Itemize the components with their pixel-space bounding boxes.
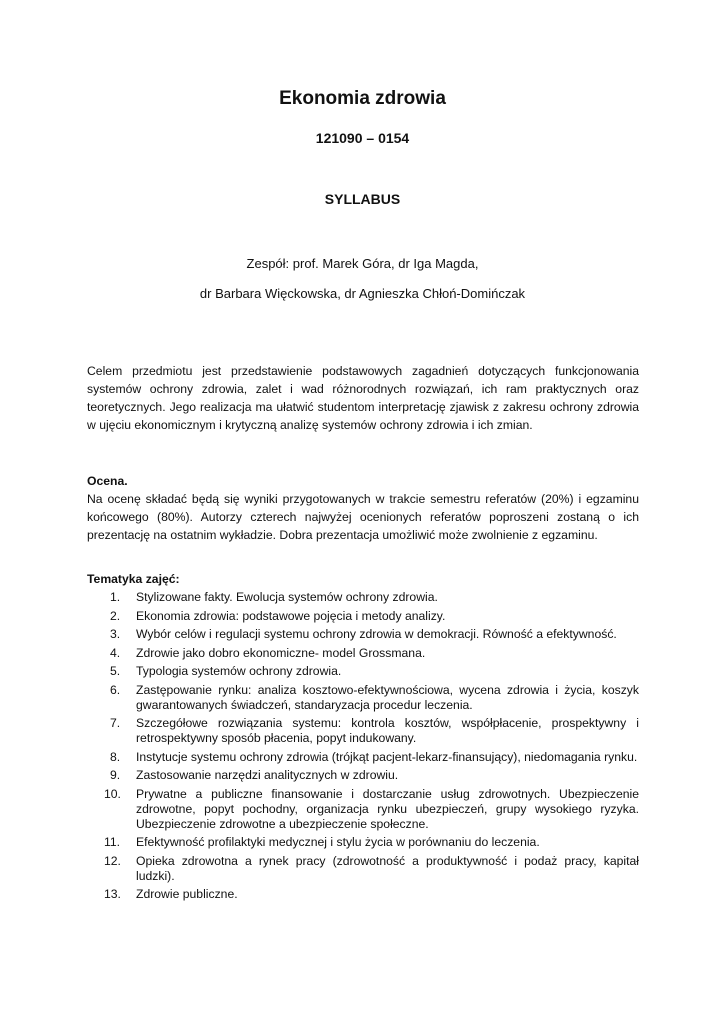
list-item — [87, 627, 639, 642]
course-code: 121090 – 0154 — [315, 130, 410, 146]
list-item — [87, 835, 639, 850]
team-line-2: dr Barbara Więckowska, dr Agnieszka Chłoń-Domińczak — [199, 286, 526, 301]
list-item-text: Instytucje systemu ochrony zdrowia (trójkąt pacjent-lekarz-finansujący), niedomagania rynku. — [136, 749, 638, 764]
list-item — [87, 787, 639, 832]
syllabus-heading: SYLLABUS — [324, 191, 401, 207]
list-item-number: 4. — [110, 645, 121, 660]
list-item-number: 7. — [110, 716, 121, 730]
topics-section — [87, 570, 639, 906]
list-item-text: Typologia systemów ochrony zdrowia. — [136, 664, 342, 678]
list-item — [87, 664, 639, 679]
assessment-section — [87, 472, 639, 544]
list-item-text: Efektywność profilaktyki medycznej i stylu życia w porównaniu do leczenia. — [136, 835, 540, 849]
list-item-text: Zdrowie publiczne. — [136, 887, 238, 901]
list-item-number: 13. — [104, 887, 121, 901]
list-item-number: 6. — [110, 682, 121, 697]
assessment-paragraph: Na ocenę składać będą się wyniki przygotowanych w trakcie semestru referatów (20%) i egzaminu końcowego (80%). Autorzy czterech najwyżej ocenionych referatów poproszeni zostaną o ich prezentację na ostatnim wykładzie. Dobra prezentacja umożliwić może zwolnienie z egzaminu. — [87, 492, 639, 542]
list-item-text: Ekonomia zdrowia: podstawowe pojęcia i metody analizy. — [136, 608, 446, 623]
assessment-heading: Ocena. — [87, 474, 128, 488]
list-item-text: Opieka zdrowotna a rynek pracy (zdrowotność a produktywność i podaż pracy, kapitał ludzki). — [136, 853, 639, 883]
list-item — [87, 683, 639, 713]
list-item-text: Stylizowane fakty. Ewolucja systemów ochrony zdrowia. — [136, 590, 438, 604]
list-item — [87, 646, 639, 661]
list-item-text: Wybór celów i regulacji systemu ochrony zdrowia w demokracji. Równość a efektywność. — [136, 627, 617, 641]
list-item-number: 11. — [104, 835, 121, 849]
list-item — [87, 854, 639, 884]
list-item-number: 5. — [110, 664, 121, 678]
list-item — [87, 609, 639, 624]
list-item-number: 10. — [104, 786, 121, 801]
team-line-1: Zespół: prof. Marek Góra, dr Iga Magda, — [246, 256, 479, 271]
intro-paragraph: Celem przedmiotu jest przedstawienie podstawowych zagadnień dotyczących funkcjonowania systemów ochrony zdrowia, zalet i wad różnorodnych rozwiązań, ich ram praktycznych oraz teoretycznych. Jego realizacja ma ułatwić studentom interpretację zjawisk z zakresu ochrony zdrowia w ujęciu ekonomicznym i krytyczną analizę systemów ochrony zdrowia i ich zmian. — [87, 364, 639, 432]
list-item — [87, 750, 639, 765]
list-item-text: Zastępowanie rynku: analiza kosztowo-efektywnościowa, wycena zdrowia i życia, koszyk gwarantowanych świadczeń, standaryzacja procedur leczenia. — [136, 682, 639, 712]
topics-heading: Tematyka zajęć: — [87, 572, 180, 586]
topics-list — [87, 590, 639, 902]
list-item-text: Szczegółowe rozwiązania systemu: kontrola kosztów, współpłacenie, prospektywny i retrospektywny sposób płacenia, popyt indukowany. — [136, 716, 639, 745]
list-item — [87, 716, 639, 746]
list-item-text: Zdrowie jako dobro ekonomiczne- model Grossmana. — [136, 645, 426, 660]
list-item-number: 2. — [110, 608, 121, 623]
list-item — [87, 590, 639, 605]
list-item-number: 9. — [110, 768, 121, 782]
list-item — [87, 887, 639, 902]
list-item-number: 12. — [104, 853, 121, 868]
list-item-number: 8. — [110, 749, 121, 764]
list-item-text: Prywatne a publiczne finansowanie i dostarczanie usług zdrowotnych. Ubezpieczenie zdrowotne, popyt pochodny, organizacja rynku ubezpieczeń, grupy wysokiego ryzyka. Ubezpieczenie zdrowotne a ubezpieczenie społeczne. — [136, 786, 639, 831]
list-item-text: Zastosowanie narzędzi analitycznych w zdrowiu. — [136, 768, 399, 782]
list-item-number: 1. — [110, 590, 121, 604]
list-item — [87, 768, 639, 783]
list-item-number: 3. — [110, 627, 121, 641]
document-title: Ekonomia zdrowia — [279, 88, 446, 109]
